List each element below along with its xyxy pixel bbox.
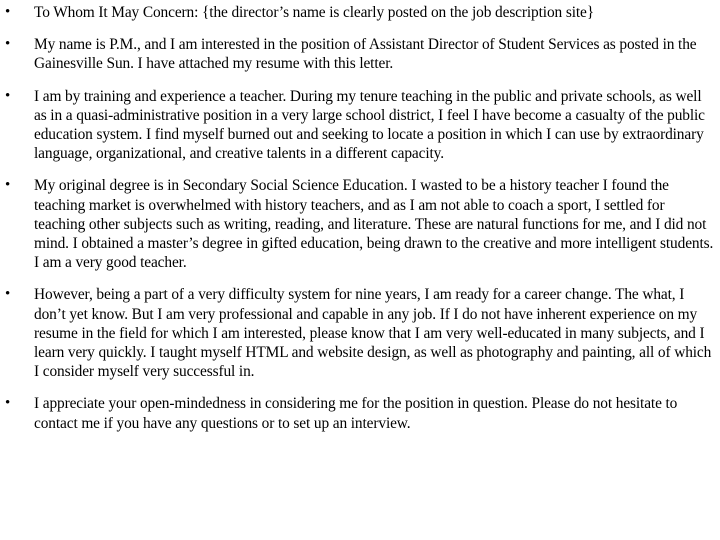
paragraph-text: I am by training and experience a teacher. During my tenure teaching in the public and private schools, as well as in a quasi-administrative position in a very large school district, I feel I have become a casualty of the public education system. I find myself burned out and seeking to locate a position in which I can use by extraordinary language, organizational, and creative talents in a different capacity. [34,87,705,163]
paragraph-text: I appreciate your open-mindedness in considering me for the position in question. Please do not hesitate to contact me if you have any questions or to set up an interview. [34,395,678,432]
bullet-icon: • [5,87,11,104]
paragraph-education [0,176,720,272]
bullet-icon: • [5,177,11,194]
paragraph-salutation [0,3,720,22]
paragraph-text: To Whom It May Concern: {the director’s name is clearly posted on the job description site} [34,4,594,21]
paragraph-background [0,87,720,164]
bullet-icon: • [5,395,11,412]
bullet-list [0,3,720,446]
paragraph-introduction [0,35,720,73]
paragraph-text: My name is P.M., and I am interested in the position of Assistant Director of Student Services as posted in the Gainesville Sun. I have attached my resume with this letter. [34,36,697,73]
paragraph-text: My original degree is in Secondary Social Science Education. I wasted to be a history teacher I found the teaching market is overwhelmed with history teachers, and as I am not able to coach a sport, I settled for teaching other subjects such as writing, reading, and literature. These are natural functions for me, and I did not mind. I obtained a master’s degree in gifted education, being drawn to the creative and more intelligent students. I am a very good teacher. [34,177,714,272]
bullet-icon: • [5,286,11,303]
bullet-icon: • [5,4,11,20]
paragraph-closing [0,394,720,432]
paragraph-career-change [0,285,720,381]
bullet-icon: • [5,36,11,53]
paragraph-text: However, being a part of a very difficulty system for nine years, I am ready for a career change. The what, I don’t yet know. But I am very professional and capable in any job. If I do not have inherent experience on my resume in the field for which I am interested, please know that I am very well-educated in many subjects, and I learn very quickly. I taught myself HTML and website design, as well as photography and painting, all of which I consider myself very successful in. [34,286,712,381]
